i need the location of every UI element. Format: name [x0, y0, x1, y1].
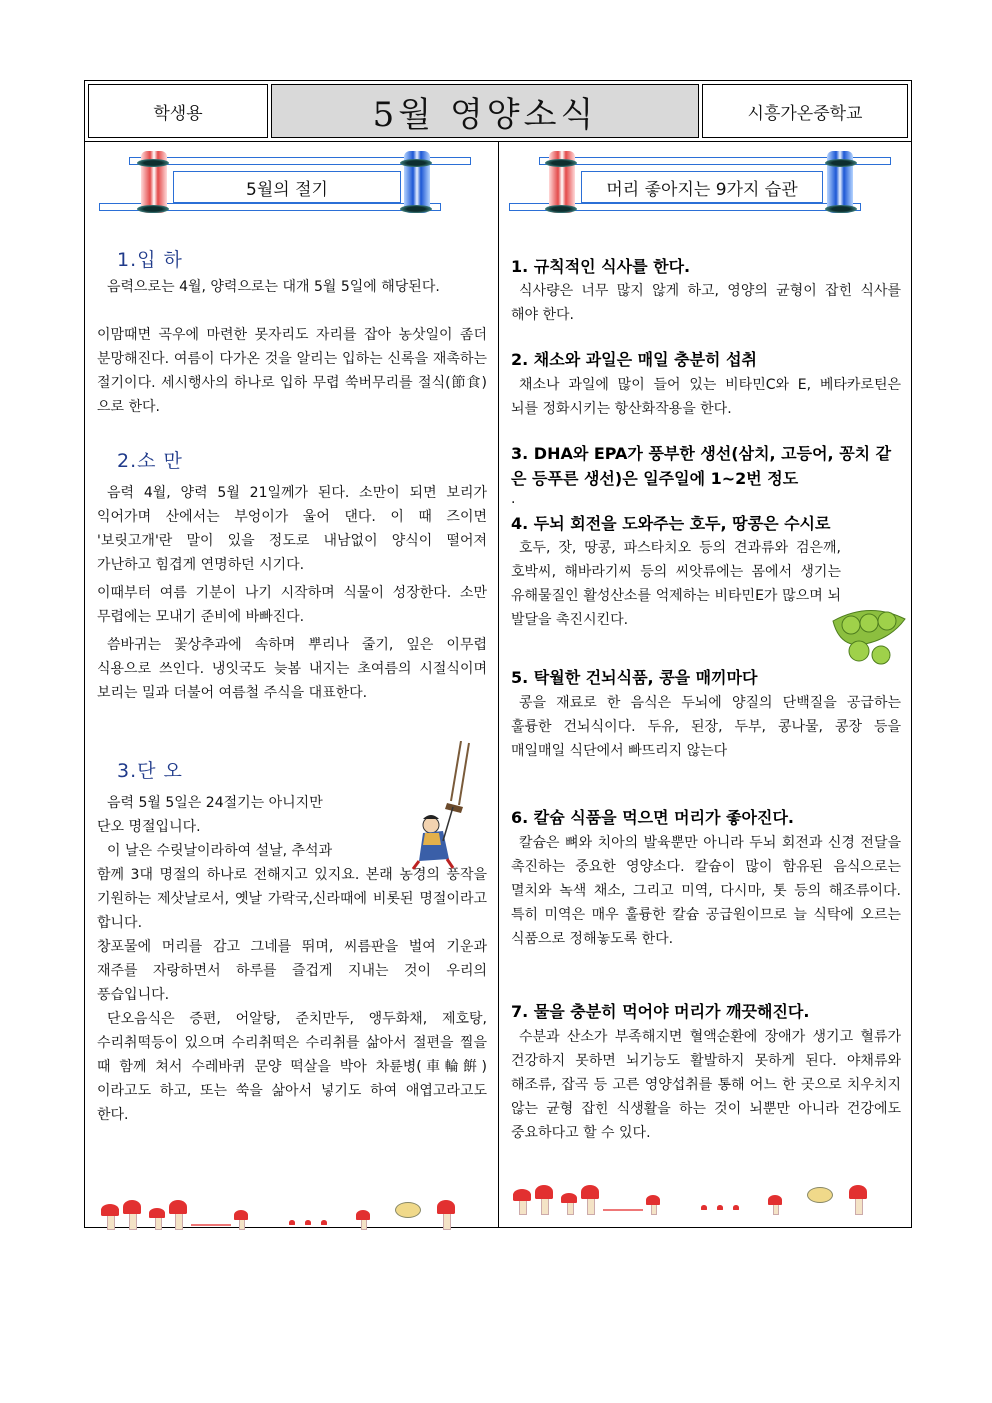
habit-title: 4. 두뇌 회전을 도와주는 호두, 땅콩은 수시로 [511, 514, 831, 533]
habit-title: 1. 규칙적인 식사를 한다. [511, 257, 691, 276]
paragraph: 음력 4월, 양력 5월 21일께가 된다. 소만이 되면 보리가 익어가며 산에서는 부엉이가 울어 댄다. 이 때 즈이면 '보릿고개'란 말이 있을 정도로 내남없이 양식이 떨어져 가난하고 힘겹게 연명하던 시기다. [97, 485, 487, 573]
header [85, 81, 911, 142]
right-banner-title: 머리 좋아지는 9가지 습관 [581, 171, 823, 203]
habit-body: 칼슘은 뼈와 치아의 발육뿐만 아니라 두뇌 회전과 신경 전달을 촉진하는 중요한 영양소다. 칼슘이 많이 함유된 음식으로는 멸치와 녹색 채소, 그리고 미역, 다시마, 톳 등의 해조류이다. 특히 미역은 매우 훌륭한 칼슘 공급원이므로 늘 식탁에 오르는 식품으로 정해놓도록 한다. [511, 835, 901, 947]
paragraph: 씀바귀는 꽃상추과에 속하며 뿌리나 줄기, 잎은 이무렵 식용으로 쓰인다. 냉잇국도 늦봄 내지는 초여름의 시절식이며 보리는 밀과 더불어 여름철 주식을 대표한다. [97, 637, 487, 701]
mushroom-border [99, 1196, 469, 1236]
paragraph: 이때부터 여름 기분이 나기 시작하며 식물이 성장한다. 소만 무렵에는 모내기 준비에 바빠진다. [97, 585, 487, 625]
section-title-ipha: 1.입 하 [117, 249, 183, 271]
habit-body: . [511, 491, 516, 507]
habit-body: 호두, 잣, 땅콩, 파스타치오 등의 견과류와 검은깨, 호박씨, 해바라기씨 등의 씨앗류에는 몸에서 생기는 유해물질인 활성산소를 억제하는 비타민E가 많으며 뇌 발달을 촉진시킨다. [511, 540, 841, 628]
paragraph: 단오 명절입니다. [97, 819, 201, 835]
swing-girl-illustration [403, 741, 475, 871]
column-divider [498, 141, 499, 1227]
right-banner [509, 149, 901, 221]
paragraph: 창포물에 머리를 감고 그네를 뛰며, 씨름판을 벌여 기운과 재주를 자랑하면서 하루를 즐겁게 지내는 것이 우리의 풍습입니다. [97, 939, 487, 1003]
habit-title: 6. 칼슘 식품을 먹으면 머리가 좋아진다. [511, 808, 794, 827]
school-name: 시흥가온중학교 [702, 84, 908, 138]
paragraph: 이맘때면 곡우에 마련한 못자리도 자리를 잡아 농삿일이 좀더 분망해진다. 여름이 다가온 것을 알리는 입하는 신록을 재촉하는 절기이다. 세시행사의 하나로 입하 무렵 쑥버무리를 절식(節食)으로 한다. [97, 327, 487, 415]
paragraph: 음력으로는 4월, 양력으로는 대개 5월 5일에 해당된다. [107, 279, 440, 295]
page-title: 5월 영양소식 [271, 84, 699, 138]
habit-title: 7. 물을 충분히 먹어야 머리가 깨끗해진다. [511, 1002, 810, 1021]
left-banner-title: 5월의 절기 [173, 171, 401, 203]
habit-body: 콩을 재료로 한 음식은 두뇌에 양질의 단백질을 공급하는 훌륭한 건뇌식이다. 두유, 된장, 두부, 콩나물, 콩장 등을 매일매일 식단에서 빠뜨리지 않는다 [511, 695, 901, 759]
audience-label: 학생용 [88, 84, 268, 138]
paragraph: 함께 3대 명절의 하나로 전해지고 있지요. 본래 농경의 풍작을 기원하는 제삿날로서, 옛날 가락국,신라때에 비롯된 명절이라고 합니다. [97, 867, 487, 931]
habit-title: 3. DHA와 EPA가 풍부한 생선(삼치, 고등어, 꽁치 같은 등푸른 생선)은 일주일에 1~2번 정도 [511, 444, 892, 488]
habit-body: 식사량은 너무 많지 않게 하고, 영양의 균형이 잡힌 식사를 해야 한다. [511, 283, 901, 323]
section-title-dano: 3.단 오 [117, 760, 183, 782]
section-title-soman: 2.소 만 [117, 450, 183, 472]
paragraph: 이 날은 수릿날이라하여 설날, 추석과 [107, 843, 333, 859]
paragraph: 음력 5월 5일은 24절기는 아니지만 [107, 795, 323, 811]
paragraph: 단오음식은 증편, 어알탕, 준치만두, 앵두화채, 제호탕, 수리취떡등이 있으며 수리취떡은 수리취를 삶아서 절편을 찔을 때 함께 쳐서 수레바퀴 문양 떡살을 박아 차륜병(車輪餠)이라고도 하고, 또는 쑥을 삶아서 넣기도 하여 애엽고라고도 한다. [97, 1011, 487, 1123]
peas-illustration [829, 601, 909, 667]
newsletter-frame [84, 80, 912, 1228]
habit-body: 수분과 산소가 부족해지면 혈액순환에 장애가 생기고 혈류가 건강하지 못하면 뇌기능도 활발하지 못하게 된다. 야채류와 해조류, 잡곡 등 고른 영양섭취를 통해 어느 한 곳으로 치우치지 않는 균형 잡힌 식생활을 하는 것이 뇌뿐만 아니라 건강에도 중요하다고 할 수 있다. [511, 1029, 901, 1141]
habit-body: 채소나 과일에 많이 들어 있는 비타민C와 E, 베타카로틴은 뇌를 정화시키는 항산화작용을 한다. [511, 377, 901, 417]
habit-title: 5. 탁월한 건뇌식품, 콩을 매끼마다 [511, 668, 758, 687]
left-banner [99, 149, 489, 221]
habit-title: 2. 채소와 과일은 매일 충분히 섭취 [511, 350, 757, 369]
mushroom-border [511, 1181, 881, 1221]
